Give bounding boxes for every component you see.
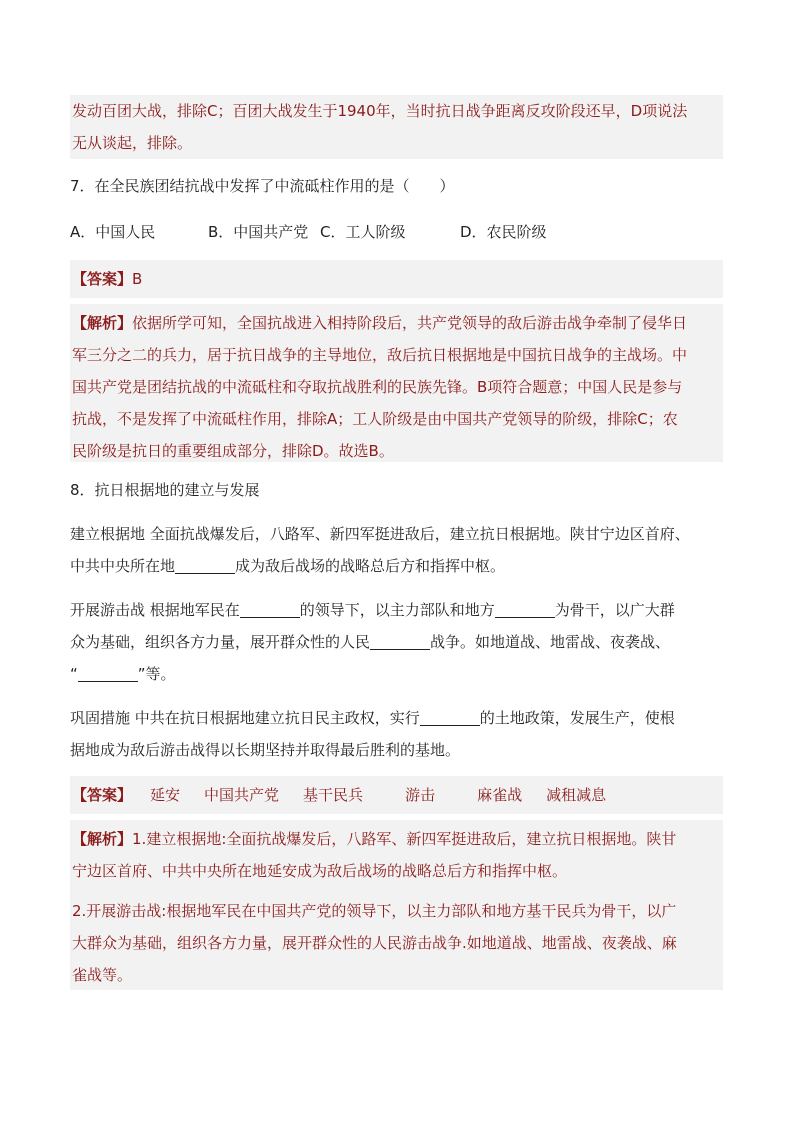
fill-blank-3[interactable]	[495, 597, 555, 618]
q8-answer-block	[70, 776, 723, 814]
q8-analysis-line-2: 宁边区首府、中共中央所在地延安成为敌后战场的战略总后方和指挥中枢。	[72, 862, 568, 880]
q7-option-c: C．工人阶级	[320, 223, 406, 241]
q7-answer-value: B	[132, 270, 143, 288]
q8-p2-text-d: 众为基础，组织各方力量，展开群众性的人民	[70, 633, 371, 651]
prev-analysis-block	[70, 95, 723, 159]
q8-stem	[70, 474, 723, 506]
q8-p1-text-a: 中共中央所在地	[70, 557, 176, 575]
q8-analysis-tag: 【解析】	[72, 830, 133, 848]
q8-p2-line-3	[70, 658, 723, 690]
q8-paragraph-3	[70, 702, 723, 766]
q7-option-b: B．中国共产党	[208, 223, 309, 241]
q8-analysis-line-5: 雀战等。	[72, 966, 133, 984]
q7-analysis-text-1: 依据所学可知，全国抗战进入相持阶段后，共产党领导的敌后游击战争牵制了侵华日	[132, 314, 688, 332]
fill-blank-5[interactable]	[78, 661, 138, 682]
q8-p2-text-a: 开展游击战 根据地军民在	[70, 601, 240, 619]
q7-analysis-tag: 【解析】	[72, 314, 133, 332]
q7-analysis-line-4: 抗战，不是发挥了中流砥柱作用，排除A；工人阶级是由中国共产党领导的阶级，排除C；农	[72, 410, 678, 428]
prev-analysis-line-1: 发动百团大战，排除C；百团大战发生于1940年，当时抗日战争距离反攻阶段还早，D项说法	[72, 102, 688, 120]
q7-answer-block	[70, 260, 723, 298]
q8-p2-text-c: 为骨干，以广大群	[554, 601, 675, 619]
q8-p1-line-2	[70, 550, 723, 582]
q8-p3-line-1	[70, 702, 723, 734]
q8-p2-text-g: ”等。	[137, 665, 176, 683]
q8-analysis-line-3: 2.开展游击战:根据地军民在中国共产党的领导下，以主力部队和地方基干民兵为骨干，以广	[72, 902, 677, 920]
q8-answer-2: 中国共产党	[204, 786, 280, 804]
q8-analysis-line-1	[72, 823, 721, 855]
q7-analysis-line-1	[72, 307, 721, 339]
q7-analysis-block	[70, 304, 723, 462]
fill-blank-4[interactable]	[370, 629, 430, 650]
q8-p3-text-b: 的土地政策，发展生产，使根	[479, 709, 675, 727]
q8-p3-text-a: 巩固措施 中共在抗日根据地建立抗日民主政权，实行	[70, 709, 420, 727]
fill-blank-6[interactable]	[420, 705, 480, 726]
q8-paragraph-1	[70, 518, 723, 582]
q8-answer-5: 麻雀战	[477, 786, 523, 804]
q8-analysis-text-1: 1.建立根据地:全面抗战爆发后，八路军、新四军挺进敌后，建立抗日根据地。陕甘	[132, 830, 677, 848]
q7-analysis-line-5: 民阶级是抗日的重要组成部分，排除D。故选B。	[72, 442, 394, 460]
q8-answer-6: 减租减息	[546, 786, 607, 804]
q7-answer-tag: 【答案】	[72, 270, 133, 288]
q7-analysis-line-2: 军三分之二的兵力，居于抗日战争的主导地位，敌后抗日根据地是中国抗日战争的主战场。中	[72, 346, 688, 364]
q8-p1-text-b: 成为敌后战场的战略总后方和指挥中枢。	[235, 557, 506, 575]
q8-analysis-line-4: 大群众为基础，组织各方力量，展开群众性的人民游击战争.如地道战、地雷战、夜袭战、麻	[72, 934, 677, 952]
q8-p3-line-2: 据地成为敌后游击战得以长期坚持并取得最后胜利的基地。	[70, 741, 461, 759]
q8-p1-line-1: 建立根据地 全面抗战爆发后，八路军、新四军挺进敌后，建立抗日根据地。陕甘宁边区首府、	[70, 525, 690, 543]
q8-p2-text-e: 战争。如地道战、地雷战、夜袭战、	[430, 633, 671, 651]
q7-option-d: D．农民阶级	[460, 223, 547, 241]
q7-stem-text: 7．在全民族团结抗战中发挥了中流砥柱作用的是（ ）	[70, 177, 455, 195]
q8-p2-text-b: 的领导下，以主力部队和地方	[299, 601, 495, 619]
q7-options	[70, 216, 723, 248]
prev-analysis-line-2: 无从谈起，排除。	[72, 134, 193, 152]
q8-answer-line	[72, 779, 721, 811]
q8-paragraph-2	[70, 594, 723, 690]
fill-blank-2[interactable]	[240, 597, 300, 618]
q8-answer-4: 游击	[405, 786, 436, 804]
q7-option-a: A．中国人民	[70, 223, 156, 241]
q8-stem-text: 8．抗日根据地的建立与发展	[70, 481, 260, 499]
q8-analysis-block	[70, 820, 723, 990]
q7-stem	[70, 170, 723, 202]
fill-blank-1[interactable]	[175, 553, 235, 574]
q8-p2-text-f: “	[70, 665, 78, 683]
q8-p2-line-2	[70, 626, 723, 658]
q8-answer-tag: 【答案】	[72, 786, 133, 804]
q8-p2-line-1	[70, 594, 723, 626]
q8-answer-3: 基干民兵	[303, 786, 364, 804]
q7-analysis-line-3: 国共产党是团结抗战的中流砥柱和夺取抗战胜利的民族先锋。B项符合题意；中国人民是参与	[72, 378, 683, 396]
q8-answer-1: 延安	[150, 786, 181, 804]
